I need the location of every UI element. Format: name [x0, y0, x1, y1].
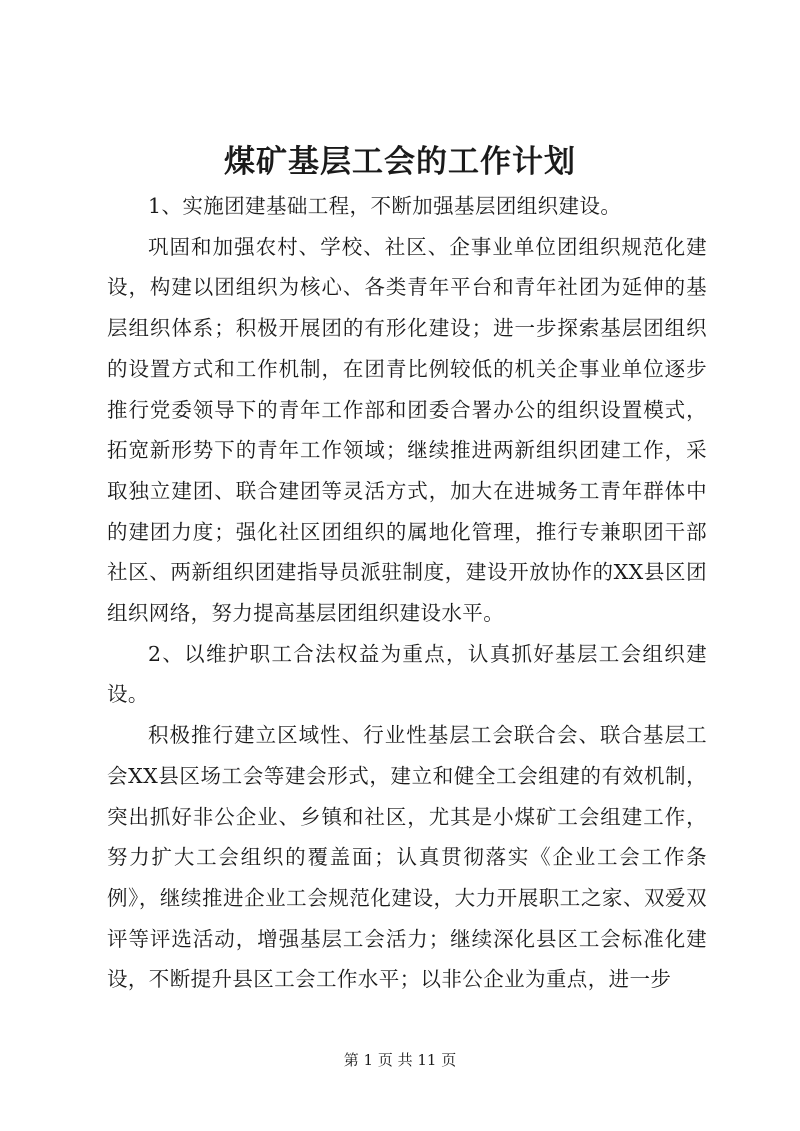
paragraph-body-1: 巩固和加强农村、学校、社区、企事业单位团组织规范化建设，构建以团组织为核心、各类青年平台和青年社团为延伸的基层组织体系；积极开展团的有形化建设；进一步探索基层团组织的设置方式和工作机制，在团青比例较低的机关企事业单位逐步推行党委领导下的青年工作部和团委合署办公的组织设置模式，拓宽新形势下的青年工作领域；继续推进两新组织团建工作，采取独立建团、联合建团等灵活方式，加大在进城务工青年群体中的建团力度；强化社区团组织的属地化管理，推行专兼职团干部社区、两新组织团建指导员派驻制度，建设开放协作的XX县区团组织网络，努力提高基层团组织建设水平。 [107, 234, 707, 626]
paragraph-body-2: 积极推行建立区域性、行业性基层工会联合会、联合基层工会XX县区场工会等建会形式，建立和健全工会组建的有效机制，突出抓好非公企业、乡镇和社区，尤其是小煤矿工会组建工作，努力扩大工会组织的覆盖面；认真贯彻落实《企业工会工作条例》，继续推进企业工会规范化建设，大力开展职工之家、双爱双评等评选活动，增强基层工会活力；继续深化县区工会标准化建设，不断提升县区工会工作水平；以非公企业为重点，进一步 [107, 723, 707, 992]
paragraph-heading-1: 1、实施团建基础工程，不断加强基层团组织建设。 [148, 194, 622, 218]
document-title: 煤矿基层工会的工作计划 [224, 144, 576, 180]
page-number-footer: 第 1 页 共 11 页 [343, 1051, 457, 1069]
paragraph-heading-2: 2、以维护职工合法权益为重点，认真抓好基层工会组织建设。 [107, 641, 707, 707]
document-body [107, 186, 707, 1000]
